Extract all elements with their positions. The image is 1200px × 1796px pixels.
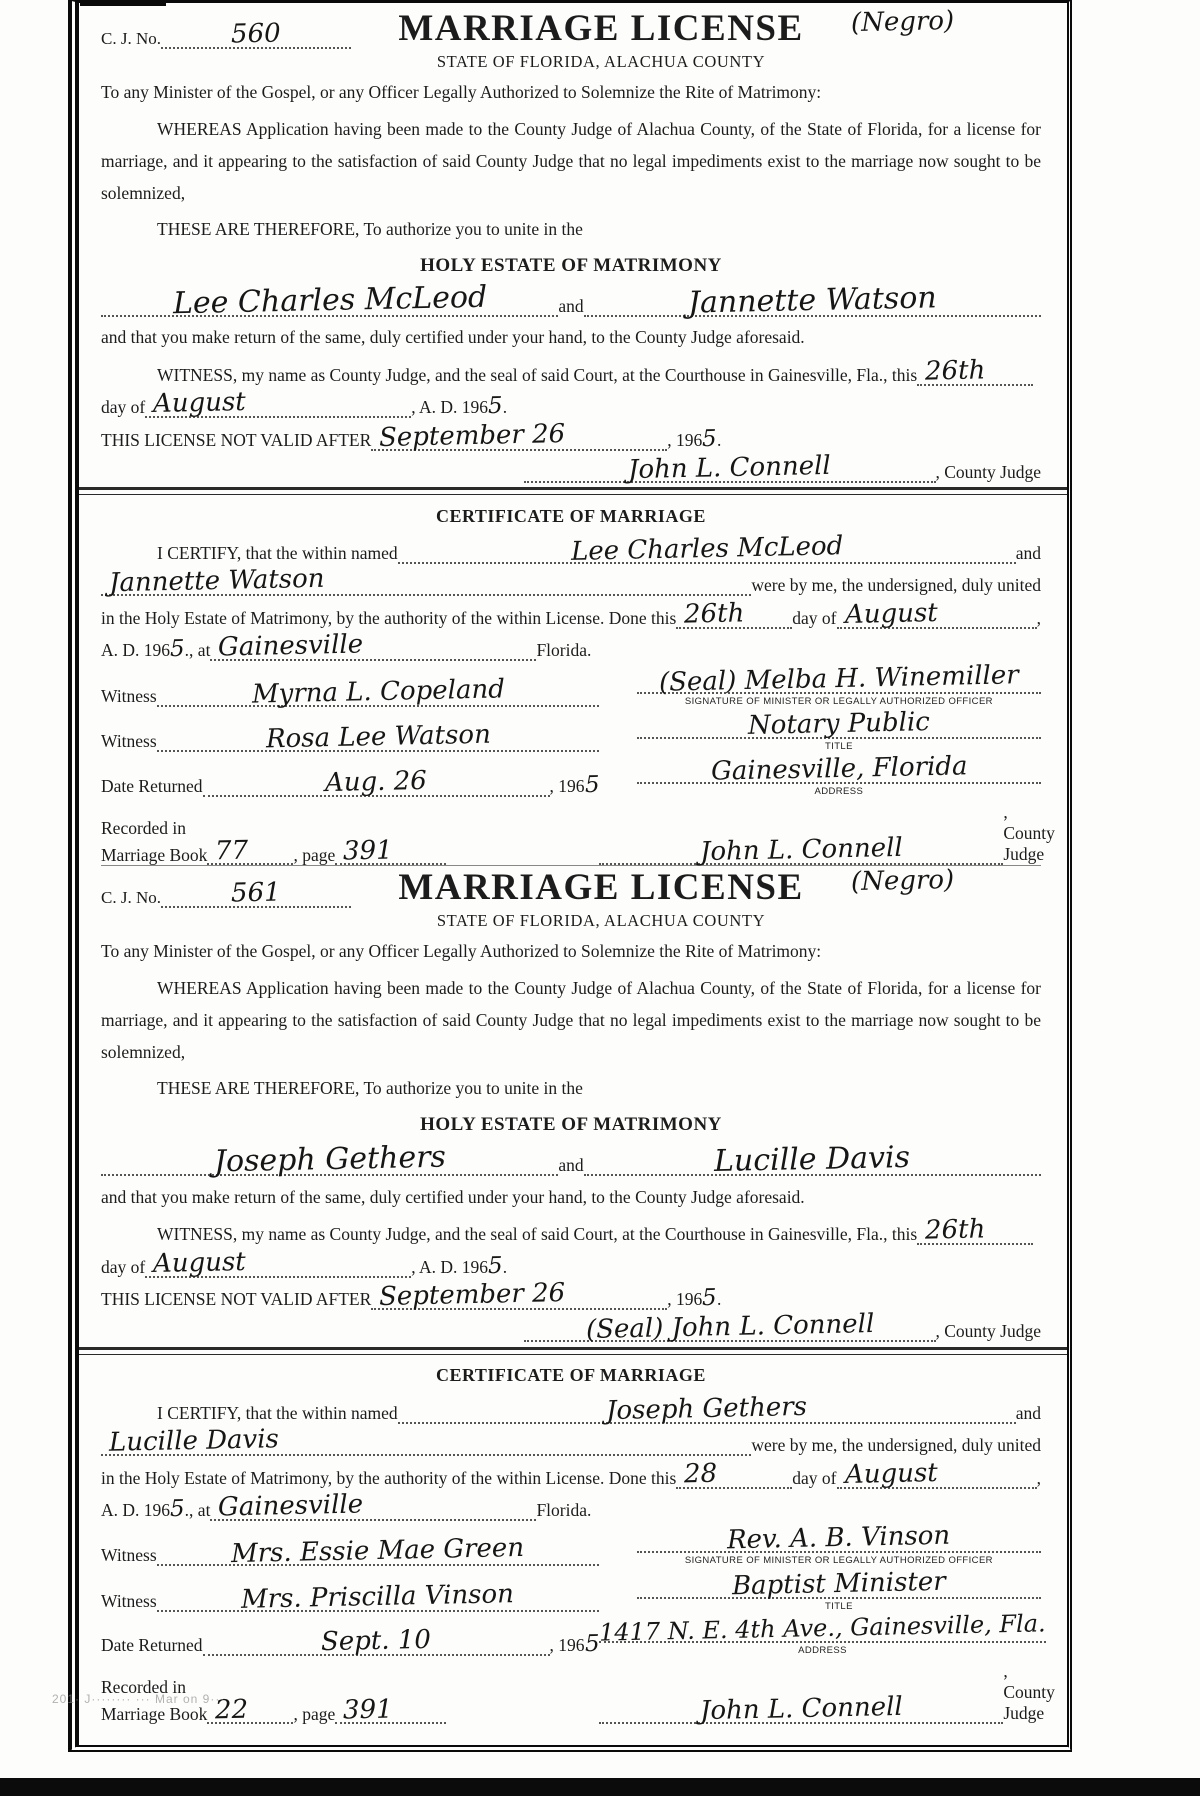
addressee-line: To any Minister of the Gospel, or any Officer Legally Authorized to Solemnize the Rite of Matrimony:: [101, 941, 822, 962]
done-place-line: [101, 1489, 1041, 1523]
year-printed: , 196: [549, 1635, 585, 1656]
florida-label: Florida.: [536, 640, 592, 661]
therefore-line: THESE ARE THEREFORE, To authorize you to unite in the: [157, 219, 583, 240]
date-returned-row: [101, 1609, 1047, 1658]
race-annotation: (Negro): [850, 864, 955, 898]
marriage-book-label: Marriage Book: [101, 844, 208, 865]
witness-day-value: 26th: [924, 355, 986, 387]
and-word: and: [558, 1155, 584, 1176]
license-title: MARRIAGE LICENSE: [398, 867, 804, 908]
license-subtitle: STATE OF FLORIDA, ALACHUA COUNTY: [436, 911, 766, 930]
certificate-groom-name: Joseph Gethers: [605, 1391, 808, 1426]
place-value: Gainesville: [218, 1489, 364, 1523]
page-label: , page: [293, 844, 336, 865]
certify-line: [101, 531, 1041, 567]
day-of-line: [101, 1246, 1041, 1279]
certificate-bride-name: Lucille Davis: [108, 1424, 280, 1458]
date-returned-value: Sept. 10: [320, 1625, 432, 1658]
address-caption: ADDRESS: [798, 1645, 847, 1657]
not-valid-date: September 26: [379, 1277, 566, 1312]
year-digit: 5: [487, 392, 503, 420]
in-holy-label: in the Holy Estate of Matrimony, by the authority of the within License. Done this: [101, 1467, 677, 1488]
officiant-signature-caption: SIGNATURE OF MINISTER OR LEGALLY AUTHORIZED OFFICER: [684, 695, 993, 707]
witness2-row: [101, 707, 1041, 755]
day-of-label: day of: [101, 397, 146, 418]
page-value: 391: [342, 835, 394, 867]
year-digit: 5: [487, 1252, 503, 1279]
witness-clause-line: [101, 1214, 1041, 1246]
month-value: August: [152, 1246, 247, 1279]
return-clause: and that you make return of the same, duly certified under your hand, to the County Judge aforesaid.: [101, 327, 805, 348]
page-value: 391: [342, 1694, 394, 1726]
page-label: , page: [293, 1703, 336, 1724]
license-header: [101, 866, 1041, 931]
officiant-title-caption: TITLE: [824, 741, 853, 753]
certificate-bride-line: [101, 1424, 1041, 1458]
officiant-title-value: Notary Public: [747, 707, 931, 741]
certify-label: I CERTIFY, that the within named: [157, 543, 398, 564]
certificate-title: CERTIFICATE OF MARRIAGE: [436, 1365, 706, 1386]
county-judge-signature: John L. Connell: [628, 450, 832, 486]
recorded-row: [101, 801, 1055, 867]
officiant-address: 1417 N. E. 4th Ave., Gainesville, Fla.: [598, 1609, 1047, 1647]
not-valid-line: [101, 418, 1041, 453]
certificate-bride-line: [101, 564, 1041, 599]
year-printed: , 196: [667, 429, 703, 450]
officiant-title-caption: TITLE: [824, 1600, 853, 1612]
and-word: and: [1015, 1402, 1041, 1423]
document-frame: [68, 0, 1072, 1752]
comma: ,: [1036, 1467, 1041, 1488]
ad-label2: A. D. 196: [101, 1500, 171, 1520]
period: .: [502, 397, 508, 418]
witness-clause-line: [101, 355, 1041, 387]
officiant-signature-caption: SIGNATURE OF MINISTER OR LEGALLY AUTHORIZED OFFICER: [684, 1555, 993, 1567]
witness-label: Witness: [101, 685, 157, 706]
county-judge-signature: (Seal) John L. Connell: [585, 1309, 875, 1346]
county-judge-label: , County Judge: [1003, 1660, 1055, 1723]
license-title: MARRIAGE LICENSE: [398, 8, 804, 49]
period: .: [716, 429, 722, 450]
done-month-value: August: [844, 597, 938, 630]
done-place-line: [101, 629, 1041, 663]
period: .: [716, 1288, 722, 1309]
address-caption: ADDRESS: [814, 786, 864, 798]
year-printed: , 196: [667, 1288, 703, 1309]
place-value: Gainesville: [218, 629, 364, 663]
witness1-row: [101, 659, 1041, 710]
done-day-value: 26th: [683, 598, 745, 630]
groom-name: Joseph Gethers: [213, 1139, 446, 1180]
ad-label: , A. D. 196: [411, 1256, 489, 1277]
bride-name: Lucille Davis: [713, 1140, 911, 1180]
recorded-in-label: Recorded in: [101, 817, 187, 838]
scan-watermark: 201· J········ ··· Mar on 9···: [52, 1692, 226, 1706]
certify-line: [101, 1391, 1041, 1426]
day-of-label: day of: [792, 607, 837, 628]
certify-label: I CERTIFY, that the within named: [157, 1402, 398, 1423]
done-day-value: 28: [683, 1458, 718, 1489]
couple-names-line: [101, 1139, 1041, 1180]
period: .: [502, 1256, 508, 1277]
license-header: [101, 7, 1041, 72]
couple-names-line: [101, 279, 1041, 322]
witness1-row: [101, 1521, 1041, 1570]
county-judge-label: , County Judge: [935, 1321, 1041, 1342]
witness1-name: Mrs. Essie Mae Green: [231, 1533, 525, 1570]
were-by-label: were by me, the undersigned, duly united: [751, 575, 1041, 596]
county-judge-label: , County Judge: [935, 461, 1041, 482]
whereas-paragraph: WHEREAS Application having been made to the County Judge of Alachua County, of the State of Florida, for a license for marriage, and it appearing to the satisfaction of said County Judge that no legal impediments exist to the marriage now sought to be solemnized,: [101, 977, 1041, 1062]
bride-name: Jannette Watson: [687, 280, 937, 321]
date-returned-label: Date Returned: [101, 776, 203, 797]
marriage-book-value: 77: [215, 835, 249, 867]
day-of-line: [101, 387, 1041, 420]
month-value: August: [152, 387, 247, 420]
witness2-name: Mrs. Priscilla Vinson: [241, 1579, 515, 1615]
certificate-bride-name: Jannette Watson: [108, 564, 325, 599]
not-valid-year-digit: 5: [702, 1284, 718, 1312]
cj-number-value: 560: [230, 18, 282, 50]
day-of-label: day of: [101, 1256, 146, 1277]
cj-number-label: C. J. No.: [101, 29, 161, 48]
and-word: and: [1015, 543, 1041, 564]
done-this-line: [101, 1457, 1041, 1490]
date-returned-year-digit: 5: [584, 1631, 600, 1658]
scan-edge-bar: [0, 1778, 1200, 1796]
race-annotation: (Negro): [850, 5, 955, 39]
witness-label: Witness: [101, 1590, 157, 1611]
recorded-in-label: Recorded in: [101, 1676, 187, 1697]
witness-label: Witness: [101, 731, 157, 752]
year-printed: , 196: [549, 776, 585, 797]
recorded-row: [101, 1660, 1055, 1726]
witness-label: Witness: [101, 1545, 157, 1566]
at-label: ., at: [184, 1500, 211, 1520]
ad-label2: A. D. 196: [101, 640, 171, 661]
in-holy-label: in the Holy Estate of Matrimony, by the authority of the within License. Done this: [101, 607, 677, 628]
judge-signature-line: [101, 450, 1041, 486]
witness1-name: Myrna L. Copeland: [251, 673, 505, 710]
done-month-value: August: [844, 1457, 938, 1490]
officiant-title-value: Baptist Minister: [731, 1566, 947, 1602]
recorded-judge-signature: John L. Connell: [699, 832, 903, 867]
date-returned-year-digit: 5: [584, 772, 600, 799]
not-valid-date: September 26: [379, 418, 566, 453]
comma: ,: [1036, 607, 1041, 628]
not-valid-label: THIS LICENSE NOT VALID AFTER: [101, 1288, 372, 1309]
return-clause: and that you make return of the same, duly certified under your hand, to the County Judge aforesaid.: [101, 1186, 805, 1207]
not-valid-year-digit: 5: [702, 425, 718, 452]
witness-clause: WITNESS, my name as County Judge, and the seal of said Court, at the Courthouse in Gainesville, Fla., this: [157, 1224, 918, 1245]
were-by-label: were by me, the undersigned, duly united: [751, 1435, 1041, 1456]
witness2-name: Rosa Lee Watson: [265, 719, 491, 755]
holy-estate-heading: HOLY ESTATE OF MATRIMONY: [420, 254, 722, 276]
groom-name: Lee Charles McLeod: [172, 279, 488, 322]
section-divider-rule: [79, 487, 1067, 495]
marriage-book-value: 22: [215, 1694, 249, 1726]
addressee-line: To any Minister of the Gospel, or any Officer Legally Authorized to Solemnize the Rite of Matrimony:: [101, 82, 822, 103]
witness2-row: [101, 1566, 1041, 1615]
certificate-groom-name: Lee Charles McLeod: [570, 531, 844, 567]
done-year-digit: 5: [169, 636, 185, 663]
cj-number-value: 561: [230, 877, 282, 909]
at-label: ., at: [184, 640, 211, 661]
officiant-signature: Rev. A. B. Vinson: [727, 1521, 951, 1556]
judge-signature-line: [101, 1309, 1041, 1346]
section-divider-rule: [79, 1347, 1067, 1355]
done-year-digit: 5: [169, 1495, 185, 1523]
license-record-560: [101, 5, 1055, 867]
holy-estate-heading: HOLY ESTATE OF MATRIMONY: [420, 1113, 722, 1135]
marriage-book-label: Marriage Book: [101, 1703, 208, 1724]
officiant-address: Gainesville, Florida: [710, 751, 968, 788]
date-returned-value: Aug. 26: [324, 766, 428, 799]
whereas-paragraph: WHEREAS Application having been made to the County Judge of Alachua County, of the State of Florida, for a license for marriage, and it appearing to the satisfaction of said County Judge that no legal impediments exist to the marriage now sought to be solemnized,: [101, 118, 1041, 203]
not-valid-label: THIS LICENSE NOT VALID AFTER: [101, 429, 372, 450]
license-record-561: [101, 864, 1055, 1726]
recorded-judge-signature: John L. Connell: [699, 1691, 903, 1726]
done-this-line: [101, 597, 1041, 630]
not-valid-line: [101, 1277, 1041, 1312]
florida-label: Florida.: [536, 1500, 592, 1520]
day-of-label: day of: [792, 1467, 837, 1488]
cj-number-label: C. J. No.: [101, 888, 161, 907]
witness-day-value: 26th: [924, 1214, 986, 1246]
date-returned-row: [101, 751, 1041, 799]
witness-clause: WITNESS, my name as County Judge, and the seal of said Court, at the Courthouse in Gainesville, Fla., this: [157, 364, 918, 385]
county-judge-label: , County Judge: [1003, 801, 1055, 864]
therefore-line: THESE ARE THEREFORE, To authorize you to unite in the: [157, 1078, 583, 1099]
certificate-title: CERTIFICATE OF MARRIAGE: [436, 505, 706, 526]
and-word: and: [558, 295, 584, 316]
license-subtitle: STATE OF FLORIDA, ALACHUA COUNTY: [436, 52, 766, 71]
ad-label: , A. D. 196: [411, 397, 489, 418]
date-returned-label: Date Returned: [101, 1635, 203, 1656]
officiant-signature: (Seal) Melba H. Winemiller: [658, 659, 1019, 698]
